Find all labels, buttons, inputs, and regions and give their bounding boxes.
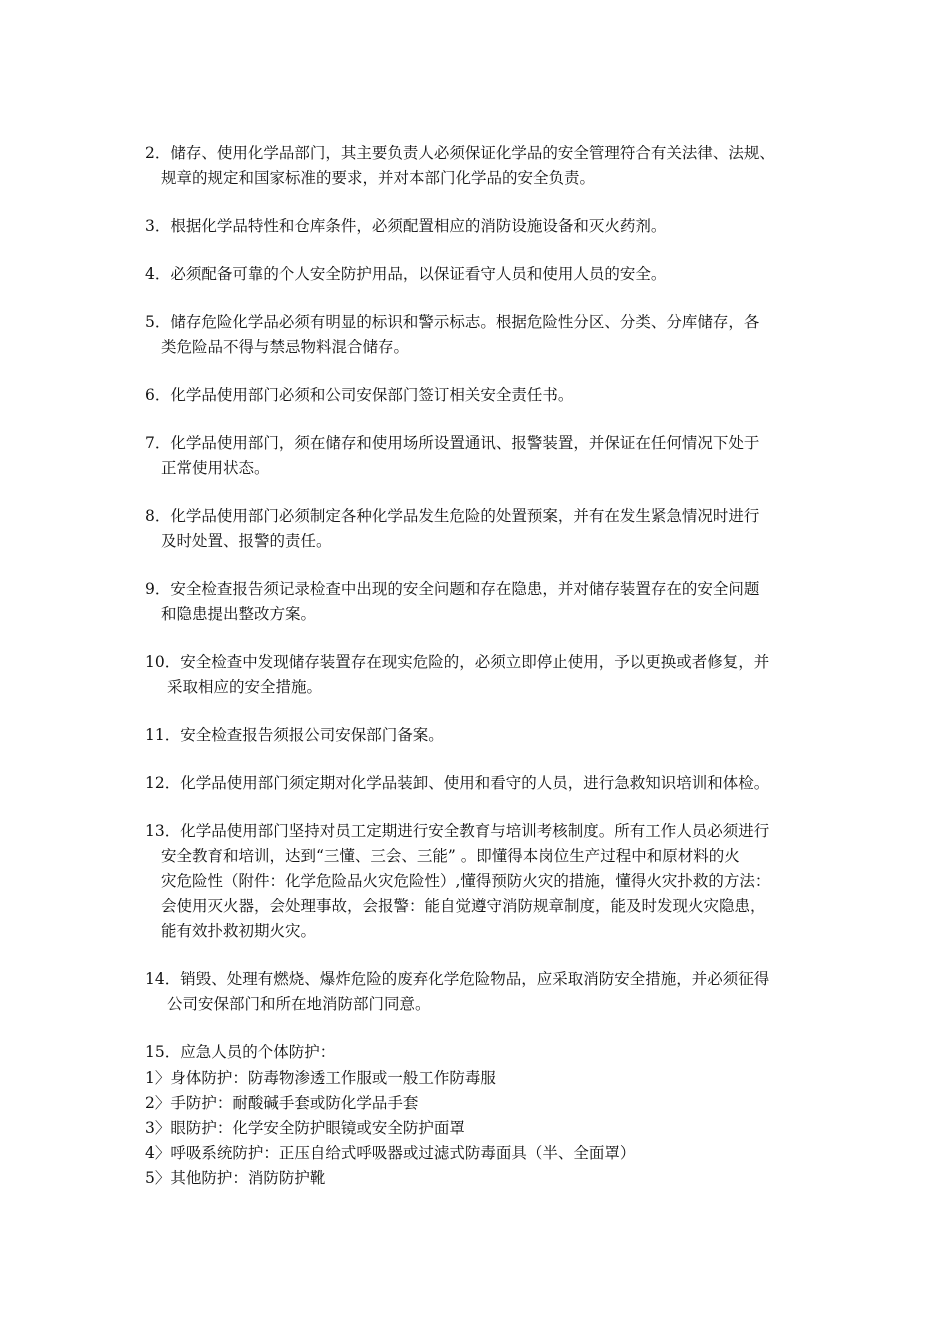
item-line: 9．安全检查报告须记录检查中出现的安全问题和存在隐患，并对储存装置存在的安全问题 <box>145 580 760 598</box>
list-item-15 <box>145 1040 810 1065</box>
item-line: 7．化学品使用部门，须在储存和使用场所设置通讯、报警装置，并保证在任何情况下处于 <box>145 434 760 452</box>
item-line: 规章的规定和国家标准的要求，并对本部门化学品的安全负责。 <box>161 169 596 187</box>
item-line: 及时处置、报警的责任。 <box>161 532 332 550</box>
list-item-4 <box>145 262 810 287</box>
item-line: 10．安全检查中发现储存装置存在现实危险的，必须立即停止使用，予以更换或者修复，并 <box>145 653 770 671</box>
list-item-11 <box>145 723 810 748</box>
item-line: 3．根据化学品特性和仓库条件，必须配置相应的消防设施设备和灭火药剂。 <box>145 217 667 235</box>
item-line: 灾危险性（附件：化学危险品火灾危险性）,懂得预防火灾的措施，懂得火灾扑救的方法： <box>161 872 771 890</box>
protection-item-eye: 3〉眼防护：化学安全防护眼镜或安全防护面罩 <box>145 1119 465 1137</box>
item-line: 14．销毁、处理有燃烧、爆炸危险的废弃化学危险物品，应采取消防安全措施，并必须征得 <box>145 970 770 988</box>
item-line: 能有效扑救初期火灾。 <box>161 922 317 940</box>
item-line: 安全教育和培训，达到“三懂、三会、三能” 。即懂得本岗位生产过程中和原材料的火 <box>161 847 740 865</box>
item-line: 6．化学品使用部门必须和公司安保部门签订相关安全责任书。 <box>145 386 574 404</box>
item-line: 15．应急人员的个体防护： <box>145 1043 336 1061</box>
item-line: 正常使用状态。 <box>161 459 270 477</box>
item-line: 会使用灭火器，会处理事故，会报警：能自觉遵守消防规章制度，能及时发现火灾隐患， <box>161 897 766 915</box>
list-item-3 <box>145 214 810 239</box>
list-item-10 <box>145 650 810 700</box>
protection-list <box>145 1066 810 1191</box>
item-line: 11．安全检查报告须报公司安保部门备案。 <box>145 726 444 744</box>
list-item-8 <box>145 504 810 554</box>
item-line: 4．必须配备可靠的个人安全防护用品，以保证看守人员和使用人员的安全。 <box>145 265 667 283</box>
item-line: 类危险品不得与禁忌物料混合储存。 <box>161 338 410 356</box>
list-item-7 <box>145 431 810 481</box>
list-item-12 <box>145 771 810 796</box>
protection-item-body: 1〉身体防护：防毒物渗透工作服或一般工作防毒服 <box>145 1069 496 1087</box>
list-item-6 <box>145 383 810 408</box>
item-line: 5．储存危险化学品必须有明显的标识和警示标志。根据危险性分区、分类、分库储存，各 <box>145 313 760 331</box>
item-line: 和隐患提出整改方案。 <box>161 605 317 623</box>
list-item-9 <box>145 577 810 627</box>
item-line: 采取相应的安全措施。 <box>167 678 323 696</box>
list-item-13 <box>145 819 810 944</box>
document-body <box>145 141 810 1191</box>
protection-item-other: 5〉其他防护：消防防护靴 <box>145 1169 326 1187</box>
item-line: 13．化学品使用部门坚持对员工定期进行安全教育与培训考核制度。所有工作人员必须进行 <box>145 822 770 840</box>
item-line: 2．储存、使用化学品部门，其主要负责人必须保证化学品的安全管理符合有关法律、法规、 <box>145 144 775 162</box>
list-item-14 <box>145 967 810 1017</box>
protection-item-respiratory: 4〉呼吸系统防护：正压自给式呼吸器或过滤式防毒面具（半、全面罩） <box>145 1144 636 1162</box>
item-line: 公司安保部门和所在地消防部门同意。 <box>167 995 431 1013</box>
item-line: 12．化学品使用部门须定期对化学品装卸、使用和看守的人员，进行急救知识培训和体检。 <box>145 774 770 792</box>
list-item-5 <box>145 310 810 360</box>
protection-item-hand: 2〉手防护：耐酸碱手套或防化学品手套 <box>145 1094 419 1112</box>
list-item-2 <box>145 141 810 191</box>
item-line: 8．化学品使用部门必须制定各种化学品发生危险的处置预案，并有在发生紧急情况时进行 <box>145 507 760 525</box>
